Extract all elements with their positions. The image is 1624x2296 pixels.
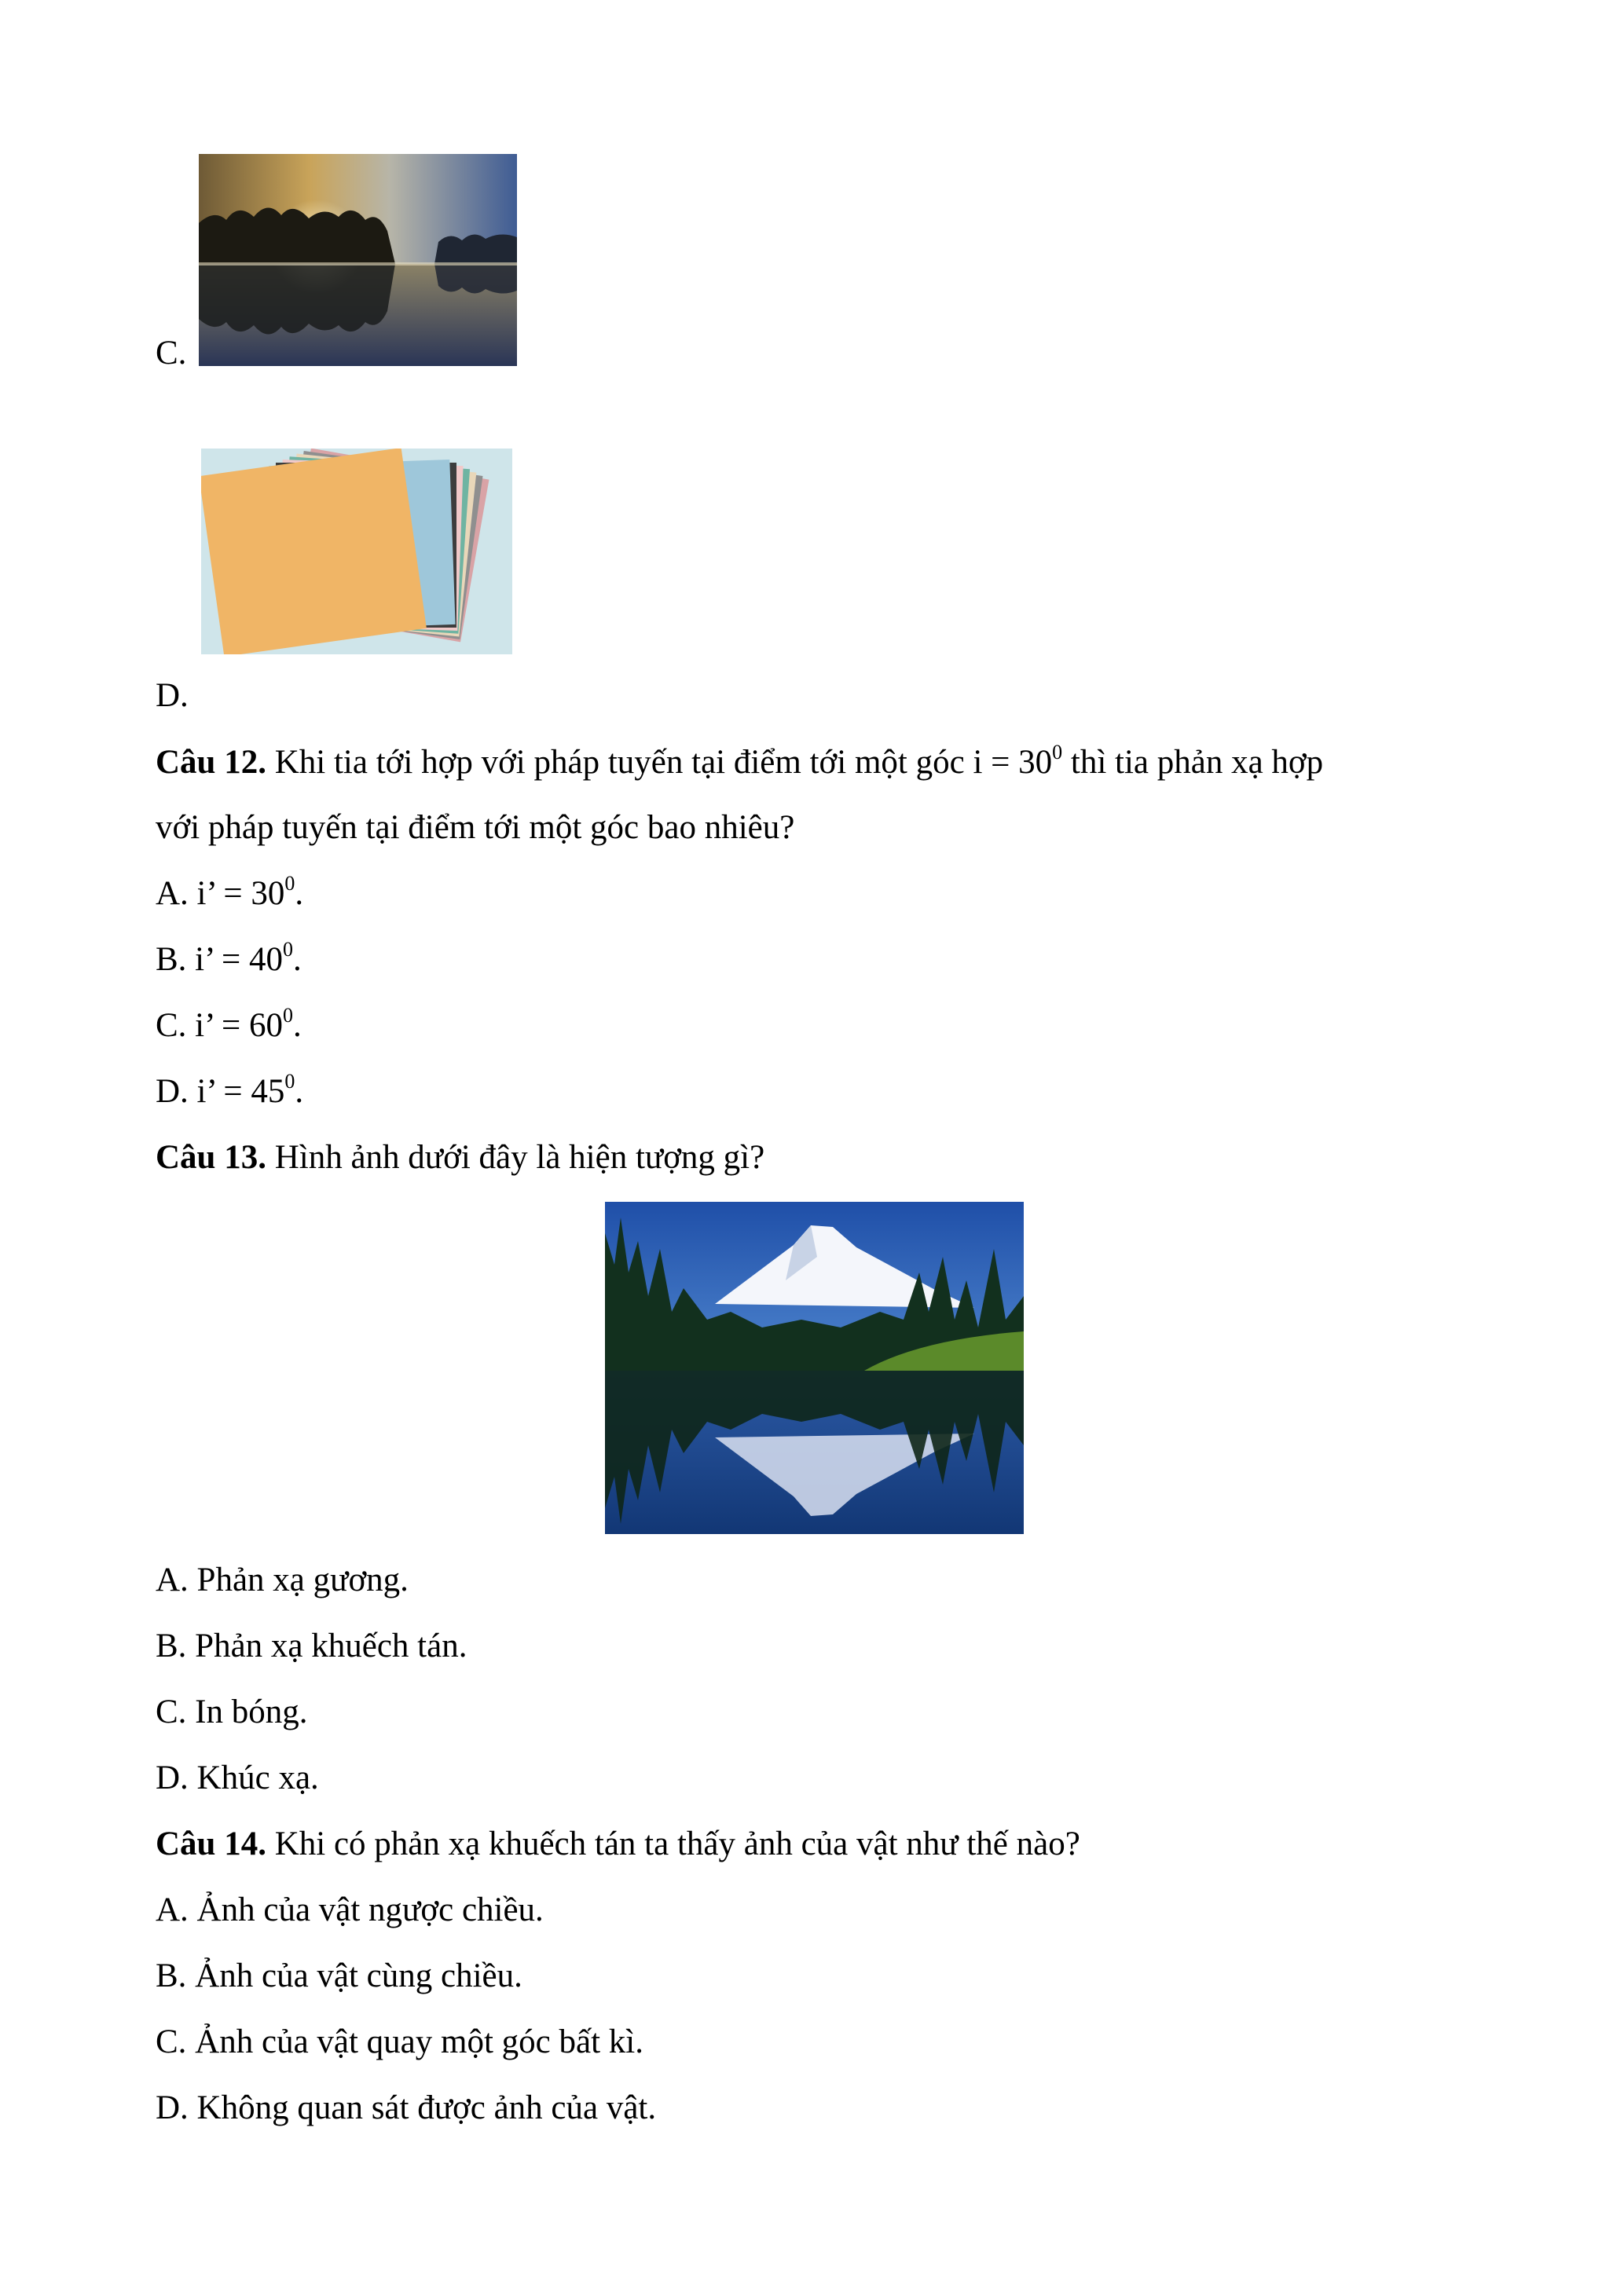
q13-label: Câu 13. — [156, 1139, 266, 1176]
q13-text: Câu 13. Hình ảnh dưới đây là hiện tượng gì? — [156, 1139, 765, 1176]
q14-label: Câu 14. — [156, 1825, 266, 1862]
q14-text: Câu 14. Khi có phản xạ khuếch tán ta thấy ảnh của vật như thế nào? — [156, 1825, 1080, 1862]
q12-text-line1 — [156, 742, 1323, 783]
q13-option-a: A. Phản xạ gương. — [156, 1562, 409, 1598]
q13-option-b: B. Phản xạ khuếch tán. — [156, 1628, 467, 1664]
q14-option-d: D. Không quan sát được ảnh của vật. — [156, 2089, 657, 2126]
lake-sunrise-image — [199, 154, 517, 366]
q12-text-part2: thì tia phản xạ hợp — [1062, 744, 1324, 781]
mountain-lake-reflection-image — [605, 1202, 1024, 1534]
q12-superscript: 0 — [1052, 741, 1063, 764]
option-d-label: D. — [156, 677, 189, 714]
q12-text-part1: Khi tia tới hợp với pháp tuyến tại điểm tới một góc i = 30 — [266, 744, 1053, 781]
q12-text-line2: với pháp tuyến tại điểm tới một góc bao nhiêu? — [156, 809, 795, 846]
q12-option-c: C. i’ = $60^0$. — [156, 1004, 302, 1044]
q14-option-c: C. Ảnh của vật quay một góc bất kì. — [156, 2023, 643, 2060]
q12-option-d: D. i’ = $45^0$. — [156, 1070, 304, 1110]
q13-option-c: C. In bóng. — [156, 1694, 308, 1730]
option-c-label: C. — [156, 335, 187, 372]
q12-label: Câu 12. — [156, 744, 266, 781]
q12-option-b: B. i’ = $40^0$. — [156, 938, 302, 978]
q14-option-a: A. Ảnh của vật ngược chiều. — [156, 1891, 544, 1928]
q12-option-a: A. i’ = $30^0$. — [156, 872, 304, 912]
q13-option-d: D. Khúc xạ. — [156, 1760, 319, 1796]
colored-paper-image — [201, 449, 512, 654]
q14-option-b: B. Ảnh của vật cùng chiều. — [156, 1957, 522, 1994]
